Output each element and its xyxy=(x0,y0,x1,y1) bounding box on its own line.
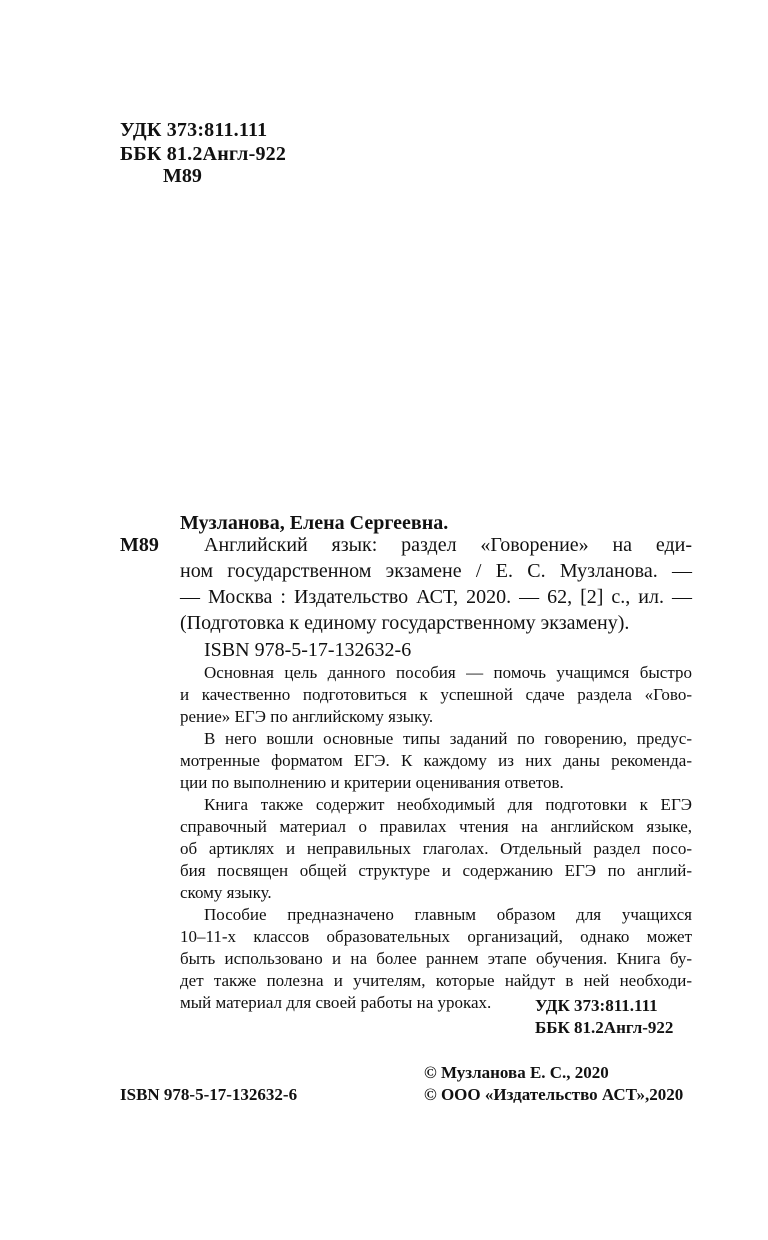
annotation-line: быть использовано и на более раннем этапе обучения. Книга бу- xyxy=(180,949,692,968)
record-author: Музланова, Елена Сергеевна. xyxy=(180,512,449,534)
annotation-line: 10–11-х классов образовательных организаций, однако может xyxy=(180,927,692,946)
annotation-line: и качественно подготовиться к успешной сдаче раздела «Гово- xyxy=(180,685,692,704)
copyright-author: © Музланова Е. С., 2020 xyxy=(424,1063,609,1082)
annotation-line: мотренные форматом ЕГЭ. К каждому из них даны рекоменда- xyxy=(180,751,692,770)
annotation xyxy=(180,662,692,1014)
annotation-line: справочный материал о правилах чтения на английском языке, xyxy=(180,817,692,836)
annotation-line: рение» ЕГЭ по английскому языку. xyxy=(180,707,434,726)
annotation-line: ции по выполнению и критерии оценивания ответов. xyxy=(180,773,564,792)
isbn-bottom: ISBN 978-5-17-132632-6 xyxy=(120,1085,298,1104)
record-author-sign: М89 xyxy=(120,534,159,556)
copyright-publisher: © ООО «Издательство АСТ»,2020 xyxy=(424,1085,684,1104)
annotation-line: Книга также содержит необходимый для подготовки к ЕГЭ xyxy=(204,795,692,814)
udk-code-bottom: УДК 373:811.111 xyxy=(535,996,658,1015)
annotation-line: Основная цель данного пособия — помочь учащимся быстро xyxy=(204,663,692,682)
annotation-paragraph xyxy=(180,794,692,904)
annotation-paragraph xyxy=(180,662,692,728)
annotation-line: дет также полезна и учителям, которые найдут в ней необходи- xyxy=(180,971,692,990)
annotation-line: В него вошли основные типы заданий по говорению, предус- xyxy=(204,729,692,748)
annotation-line: скому языку. xyxy=(180,883,272,902)
bbk-code-top: ББК 81.2Англ-922 xyxy=(120,143,287,165)
record-line: — Москва : Издательство АСТ, 2020. — 62, [2] с., ил. — xyxy=(180,586,692,608)
record-line: (Подготовка к единому государственному экзамену). xyxy=(180,612,630,634)
annotation-paragraph xyxy=(180,728,692,794)
record-line: Английский язык: раздел «Говорение» на еди- xyxy=(204,534,692,556)
annotation-line: Пособие предназначено главным образом для учащихся xyxy=(204,905,692,924)
record-line: ном государственном экзамене / Е. С. Музланова. — xyxy=(180,560,692,582)
annotation-line: об артиклях и неправильных глаголах. Отдельный раздел посо- xyxy=(180,839,692,858)
author-sign-top: М89 xyxy=(163,165,202,187)
udk-code-top: УДК 373:811.111 xyxy=(120,119,268,141)
record-description xyxy=(180,532,692,636)
record-isbn: ISBN 978-5-17-132632-6 xyxy=(204,639,412,661)
annotation-line: бия посвящен общей структуре и содержанию ЕГЭ по англий- xyxy=(180,861,692,880)
annotation-line: мый материал для своей работы на уроках. xyxy=(180,993,492,1012)
bbk-code-bottom: ББК 81.2Англ-922 xyxy=(535,1018,674,1037)
